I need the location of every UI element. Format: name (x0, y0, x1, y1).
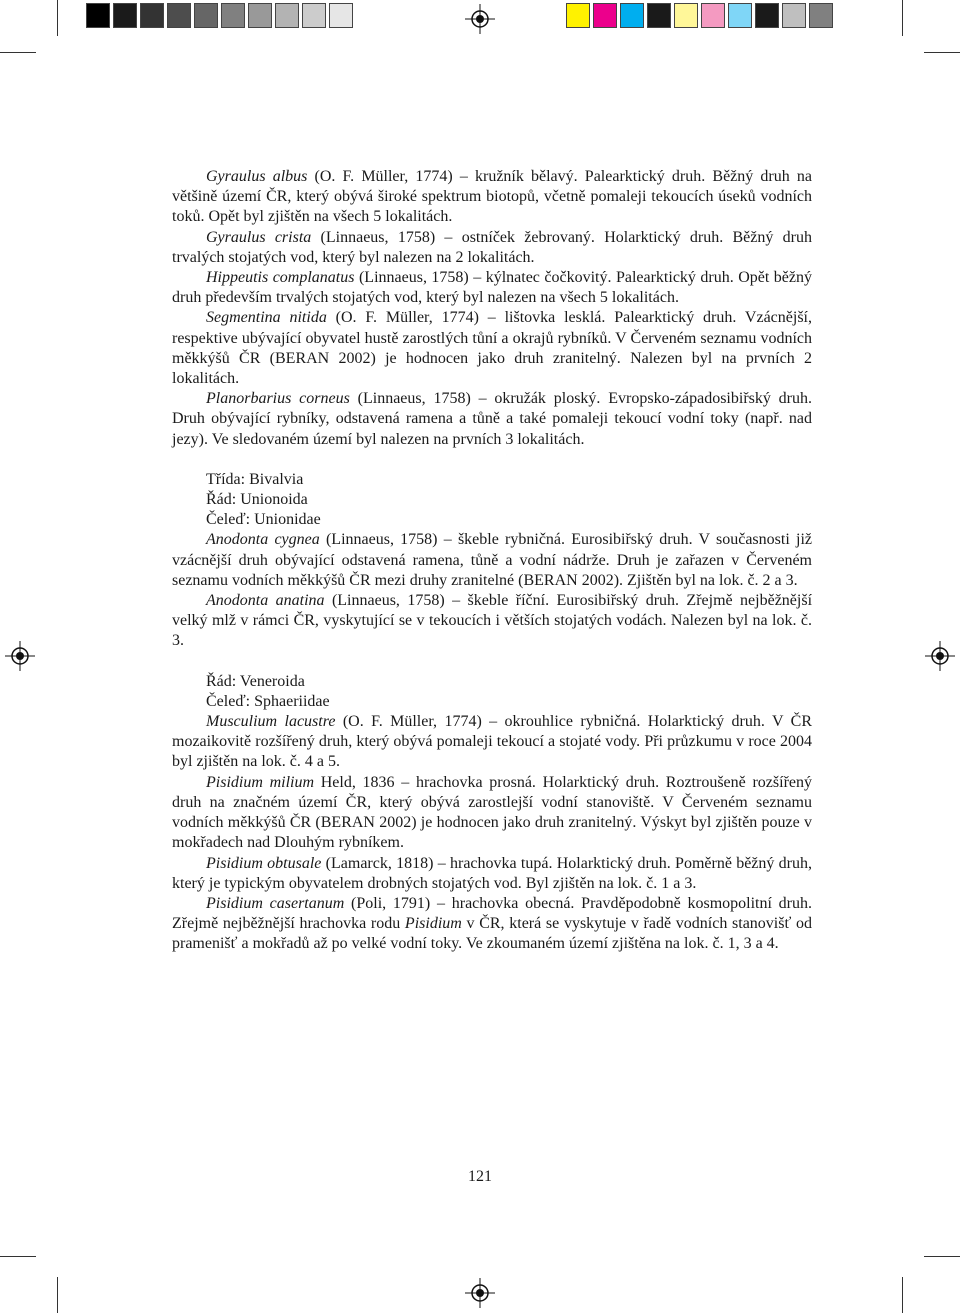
crop-mark (924, 52, 960, 53)
taxon-name: Pisidium obtusale (206, 854, 322, 872)
grayscale-color-bar (86, 3, 356, 28)
color-swatch (728, 3, 752, 28)
species-paragraph: Musculium lacustre (O. F. Müller, 1774) – okrouhlice rybničná. Holarktický druh. V ČR mozaikovitě rozšířený druh, který obývá pomaleji tekoucí a stojaté vody. Při průzkumu v roce 2004 byl zjištěn na lok. č. 4 a 5. (172, 713, 812, 771)
body-text (172, 167, 812, 955)
color-swatch (755, 3, 779, 28)
crop-mark (902, 0, 903, 36)
registration-mark-right-icon (925, 641, 955, 671)
taxon-name: Musculium lacustre (206, 713, 336, 731)
taxon-name: Gyraulus crista (206, 228, 312, 246)
process-color-bar (566, 3, 836, 28)
crop-mark (902, 1277, 903, 1313)
color-swatch (782, 3, 806, 28)
color-swatch (167, 3, 191, 28)
class-heading: Třída: Bivalvia (206, 470, 304, 488)
color-swatch (701, 3, 725, 28)
color-swatch (809, 3, 833, 28)
crop-mark (924, 1256, 960, 1257)
family-heading: Čeleď: Unionidae (206, 511, 321, 529)
color-swatch (140, 3, 164, 28)
species-paragraph: Gyraulus crista (Linnaeus, 1758) – ostníček žebrovaný. Holarktický druh. Běžný druh trvalých stojatých vod, který byl nalezen na 2 lokalitách. (172, 228, 812, 266)
species-paragraph: Pisidium milium Held, 1836 – hrachovka prosná. Holarktický druh. Roztroušeně rozšířený druh na značném území ČR, který obývá zarostlejší vodní stanoviště. V Červeném seznamu vodních měkkýšů ČR (BERAN 2002) je hodnocen jako druh zranitelný. Výskyt byl zjištěn pouze v mokřadech nad Dlouhým rybníkem. (172, 773, 812, 852)
color-swatch (194, 3, 218, 28)
color-swatch (221, 3, 245, 28)
order-heading: Řád: Veneroida (206, 672, 305, 690)
species-paragraph: Gyraulus albus (O. F. Müller, 1774) – kružník bělavý. Palearktický druh. Běžný druh na většině území ČR, který obývá široké spektrum biotopů, včetně pomaleji tekoucích úseků vodních toků. Opět byl zjištěn na všech 5 lokalitách. (172, 168, 812, 226)
crop-mark (57, 0, 58, 36)
color-swatch (620, 3, 644, 28)
color-swatch (329, 3, 353, 28)
species-paragraph: Anodonta cygnea (Linnaeus, 1758) – škeble rybničná. Eurosibiřský druh. V současnosti již vzácnější druh obývající odstavená ramena, tůně a vodní nádrže. Druh je zařazen v Červeném seznamu vodních měkkýšů ČR mezi druhy zranitelné (BERAN 2002). Zjištěn byl na lok. č. 2 a 3. (172, 531, 812, 589)
taxon-name: Planorbarius corneus (206, 390, 350, 408)
crop-mark (0, 1256, 36, 1257)
species-paragraph: Pisidium casertanum (Poli, 1791) – hrachovka obecná. Pravděpodobně kosmopolitní druh. Zřejmě nejběžnější hrachovka rodu Pisidium v ČR, která se vyskytuje v řadě vodních stanovišť od pramenišť a mokřadů až po velké vodní toky. Ve zkoumaném území zjištěna na lok. č. 1, 3 a 4. (172, 894, 813, 953)
registration-mark-left-icon (5, 641, 35, 671)
color-swatch (566, 3, 590, 28)
species-paragraph: Hippeutis complanatus (Linnaeus, 1758) – kýlnatec čočkovitý. Palearktický druh. Opět běžný druh především trvalých stojatých vod, který byl nalezen na všech 5 lokalitách. (172, 269, 812, 307)
taxon-name: Anodonta cygnea (206, 531, 320, 549)
species-paragraph: Pisidium obtusale (Lamarck, 1818) – hrachovka tupá. Holarktický druh. Poměrně běžný druh, který je typickým obyvatelem drobných stojatých vod. Byl zjištěn na lok. č. 1 a 3. (172, 854, 813, 892)
color-swatch (593, 3, 617, 28)
taxon-name: Pisidium milium (206, 773, 315, 791)
crop-mark (0, 52, 36, 53)
color-swatch (113, 3, 137, 28)
registration-mark-top-icon (465, 4, 495, 34)
species-paragraph: Planorbarius corneus (Linnaeus, 1758) – okružák ploský. Evropsko-západosibiřský druh. Druh obývající rybníky, odstavená ramena a tůně a také pomaleji tekoucí vodní toky (např. nad jezy). Ve sledovaném území byl nalezen na prvních 3 lokalitách. (172, 390, 813, 448)
species-paragraph: Anodonta anatina (Linnaeus, 1758) – škeble říční. Eurosibiřský druh. Zřejmě nejběžnější velký mlž v rámci ČR, vyskytující se v tekoucích i větších stojatých vodách. Nalezen byl na lok. č. 3. (172, 592, 813, 650)
color-swatch (674, 3, 698, 28)
color-swatch (302, 3, 326, 28)
species-paragraph: Segmentina nitida (O. F. Müller, 1774) – lištovka lesklá. Palearktický druh. Vzácnější, respektive ubývající obyvatel hustě zarostlých tůní a okrajů rybníků. V Červeném seznamu vodních měkkýšů ČR (BERAN 2002) je hodnocen jako druh zranitelný. Nalezen byl na prvních 2 lokalitách. (172, 309, 812, 388)
color-swatch (647, 3, 671, 28)
family-heading: Čeleď: Sphaeriidae (206, 692, 330, 710)
genus-name: Pisidium (404, 915, 462, 933)
color-swatch (86, 3, 110, 28)
color-swatch (275, 3, 299, 28)
taxon-name: Hippeutis complanatus (206, 269, 355, 287)
color-swatch (248, 3, 272, 28)
taxon-name: Segmentina nitida (206, 309, 327, 327)
page-number: 121 (468, 1168, 492, 1185)
registration-mark-bottom-icon (465, 1278, 495, 1308)
taxon-name: Gyraulus albus (206, 168, 308, 185)
order-heading: Řád: Unionoida (206, 491, 308, 509)
crop-mark (57, 1277, 58, 1313)
taxon-name: Anodonta anatina (206, 592, 325, 610)
taxon-name: Pisidium casertanum (206, 894, 345, 912)
